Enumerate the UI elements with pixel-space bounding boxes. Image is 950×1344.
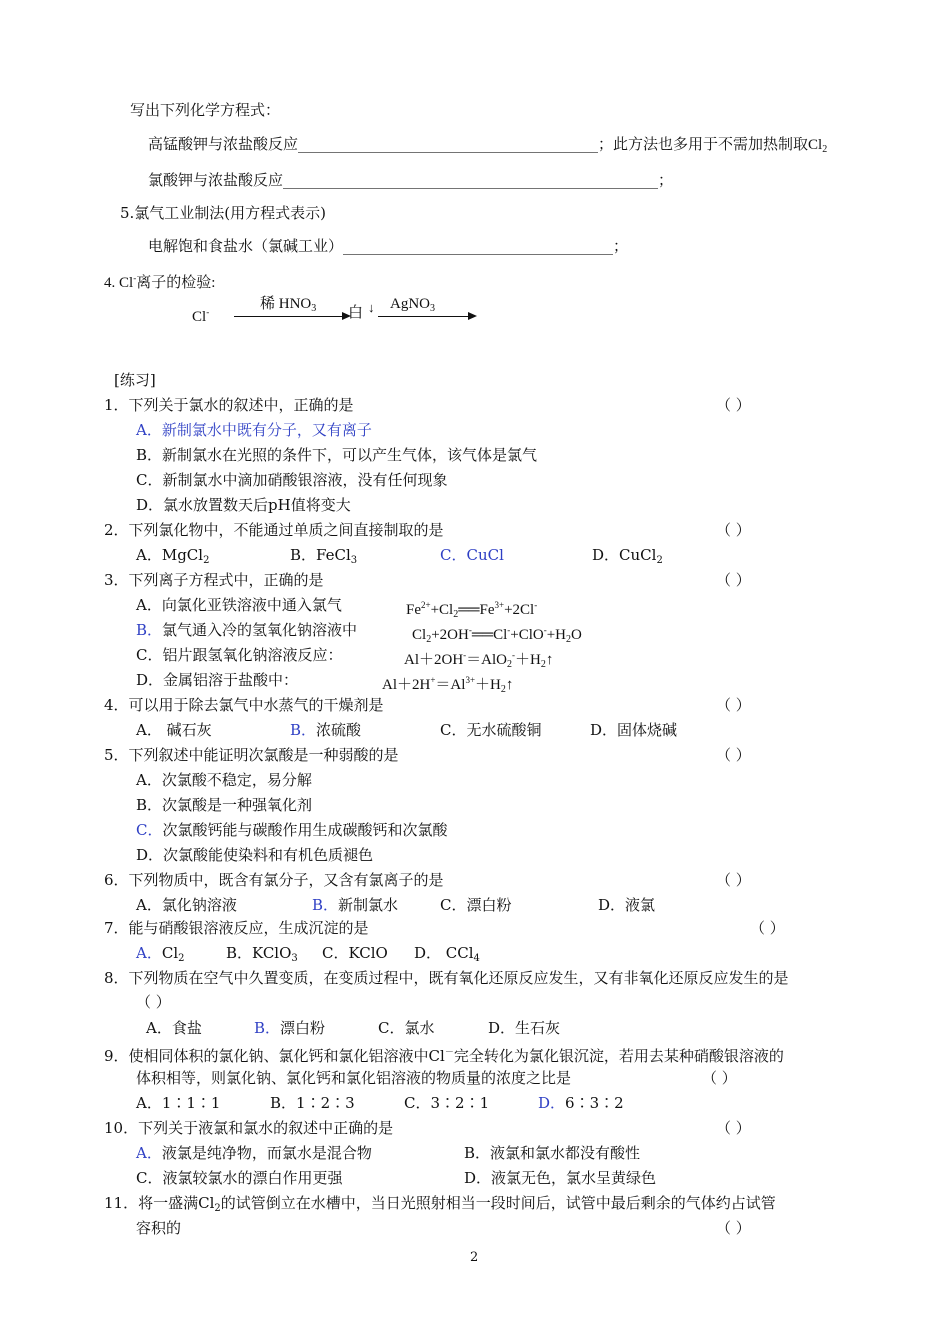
- q8-stem: 8．下列物质在空气中久置变质，在变质过程中，既有氧化还原反应发生，又有非氧化还原反应发生的是: [104, 969, 789, 987]
- q7-answer-paren: （ ）: [750, 919, 785, 937]
- q3-answer-paren: （ ）: [716, 571, 751, 589]
- q10-option-a: A．液氯是纯净物，而氯水是混合物: [136, 1144, 372, 1162]
- q8-answer-paren: （ ）: [136, 993, 171, 1011]
- q4-option-b: B．浓硫酸: [290, 721, 362, 739]
- q6-option-d: D．液氯: [598, 896, 656, 914]
- q3-option-d: D．金属铝溶于盐酸中：: [136, 671, 299, 689]
- q5-answer-paren: （ ）: [716, 746, 751, 764]
- q9-option-a: A．1∶1∶1: [136, 1094, 221, 1112]
- q2-option-c: C．CuCl: [440, 546, 504, 564]
- white-precipitate-label: 白: [348, 303, 364, 321]
- q3-equation-b: $Cl_2+2OH^-══Cl^-+ClO^-+H_2O$: [412, 625, 582, 645]
- q8-option-d: D．生石灰: [488, 1019, 561, 1037]
- q9-answer-paren: （ ）: [702, 1069, 737, 1087]
- practice-heading: [练习]: [114, 371, 156, 389]
- q11-stem-line1: 11．将一盛满$Cl_2$的试管倒立在水槽中，当日光照射相当一段时间后，试管中最后剩余的气体约占试管: [104, 1194, 776, 1214]
- q5-option-b: B．次氯酸是一种强氧化剂: [136, 796, 313, 814]
- q6-answer-paren: （ ）: [716, 871, 751, 889]
- q1-option-d: D．氯水放置数天后pH值将变大: [136, 496, 351, 514]
- q7-option-a: A．$Cl_2$: [136, 944, 185, 964]
- q8-option-a: A．食盐: [146, 1019, 202, 1037]
- q11-answer-paren: （ ）: [716, 1219, 751, 1237]
- reagent-agno3-label: AgNO$_3$: [390, 296, 435, 314]
- q10-option-d: D．液氯无色，氯水呈黄绿色: [464, 1169, 657, 1187]
- q4-stem: 4．可以用于除去氯气中水蒸气的干燥剂是: [104, 696, 384, 714]
- q11-stem-line2: 容积的: [136, 1219, 182, 1237]
- q10-answer-paren: （ ）: [716, 1119, 751, 1137]
- q4-option-a: A． 碱石灰: [136, 721, 212, 739]
- q9-stem-line2: 体积相等，则氯化钠、氯化钙和氯化铝溶液的物质量的浓度之比是: [136, 1069, 572, 1087]
- q4-option-d: D．固体烧碱: [590, 721, 678, 739]
- q5-option-c: C．次氯酸钙能与碳酸作用生成碳酸钙和次氯酸: [136, 821, 448, 839]
- equation-line-kclo3: 氯酸钾与浓盐酸反应__________________________________________________；: [148, 171, 674, 189]
- equation-intro: 写出下列化学方程式：: [130, 101, 281, 119]
- q3-equation-d: $Al+2H^+=Al^{3+}+H_2↑$: [382, 675, 514, 695]
- q3-option-b: B．氯气通入冷的氢氧化钠溶液中: [136, 621, 358, 639]
- precipitate-down-arrow: ↓: [368, 300, 375, 315]
- arrow-2-head: [468, 312, 477, 320]
- q5-option-d: D．次氯酸能使染料和有机色质褪色: [136, 846, 374, 864]
- q5-stem: 5．下列叙述中能证明次氯酸是一种弱酸的是: [104, 746, 399, 764]
- q8-option-c: C．氯水: [378, 1019, 435, 1037]
- section-5-title: 5.氯气工业制法(用方程式表示): [120, 204, 327, 222]
- q7-stem: 7．能与硝酸银溶液反应，生成沉淀的是: [104, 919, 369, 937]
- arrow-1: [234, 316, 344, 317]
- section-4-title: 4. Cl-离子的检验:: [104, 273, 216, 291]
- q2-answer-paren: （ ）: [716, 521, 751, 539]
- q10-stem: 10．下列关于液氯和氯水的叙述中正确的是: [104, 1119, 394, 1137]
- page-number: 2: [470, 1250, 479, 1265]
- q8-option-b: B．漂白粉: [254, 1019, 326, 1037]
- q3-stem: 3．下列离子方程式中，正确的是: [104, 571, 324, 589]
- q7-option-d: D． CCl$_4$: [414, 944, 480, 964]
- q10-option-b: B．液氯和氯水都没有酸性: [464, 1144, 641, 1162]
- q9-stem-line1: 9．使相同体积的氯化钠、氯化钙和氯化铝溶液中Cl－完全转化为氯化银沉淀，若用去某种硝酸银溶液的: [104, 1047, 784, 1065]
- q9-option-b: B．1∶2∶3: [270, 1094, 355, 1112]
- q6-stem: 6．下列物质中，既含有氯分子，又含有氯离子的是: [104, 871, 444, 889]
- q3-option-a: A．向氯化亚铁溶液中通入氯气: [136, 596, 342, 614]
- q9-option-d: D．6∶3∶2: [538, 1094, 624, 1112]
- q6-option-b: B．新制氯水: [312, 896, 399, 914]
- q1-answer-paren: （ ）: [716, 396, 751, 414]
- q10-option-c: C．液氯较氯水的漂白作用更强: [136, 1169, 343, 1187]
- q3-equation-c: $Al+2OH^-=AlO_2^-+H_2↑$: [404, 650, 554, 670]
- q2-option-a: A．MgCl$_2$: [136, 546, 210, 566]
- q1-option-c: C．新制氯水中滴加硝酸银溶液，没有任何现象: [136, 471, 448, 489]
- q2-stem: 2．下列氯化物中，不能通过单质之间直接制取的是: [104, 521, 444, 539]
- reagent-hno3-label: 稀 $HNO_3$: [260, 296, 317, 314]
- q3-option-c: C．铝片跟氢氧化钠溶液反应：: [136, 646, 343, 664]
- arrow-2: [378, 316, 470, 317]
- q7-option-b: B．KClO$_3$: [226, 944, 298, 964]
- q2-option-d: D．CuCl$_2$: [592, 546, 663, 566]
- q2-option-b: B．FeCl$_3$: [290, 546, 358, 566]
- q1-option-a: A．新制氯水中既有分子，又有离子: [136, 421, 372, 439]
- q1-option-b: B．新制氯水在光照的条件下，可以产生气体，该气体是氯气: [136, 446, 538, 464]
- q7-option-c: C．KClO: [322, 944, 388, 962]
- q6-option-c: C．漂白粉: [440, 896, 512, 914]
- chloride-ion-label: Cl-: [192, 307, 210, 325]
- equation-line-electrolysis: 电解饱和食盐水（氯碱工业）____________________________________；: [148, 237, 629, 255]
- q3-equation-a: $Fe^{2+}+Cl_2══Fe^{3+}+2Cl^-$: [406, 600, 538, 620]
- q9-option-c: C．3∶2∶1: [404, 1094, 490, 1112]
- q4-answer-paren: （ ）: [716, 696, 751, 714]
- equation-line-kmno4: 高锰酸钾与浓盐酸反应________________________________________；此方法也多用于不需加热制取$Cl_2$: [148, 135, 828, 155]
- q4-option-c: C．无水硫酸铜: [440, 721, 542, 739]
- q1-stem: 1．下列关于氯水的叙述中，正确的是: [104, 396, 354, 414]
- q5-option-a: A．次氯酸不稳定，易分解: [136, 771, 312, 789]
- q6-option-a: A．氯化钠溶液: [136, 896, 237, 914]
